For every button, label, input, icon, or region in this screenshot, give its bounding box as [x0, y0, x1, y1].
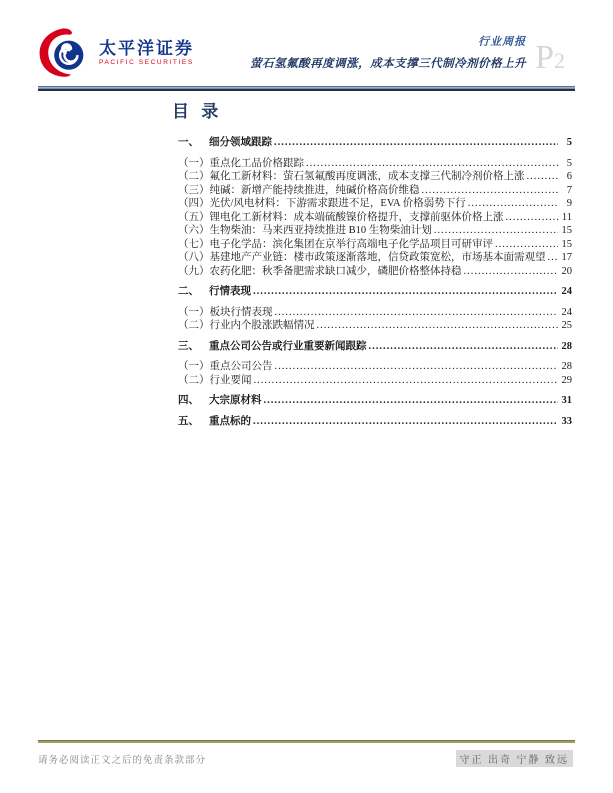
footer-disclaimer: 请务必阅读正文之后的免责条款部分	[38, 755, 207, 766]
toc-dot-leader	[495, 238, 558, 252]
toc-entry-page: 33	[561, 415, 572, 427]
toc-entry-title: 细分领域跟踪	[209, 137, 272, 148]
report-type-label: 行业周报	[478, 36, 527, 48]
toc-entry-page: 7	[566, 184, 572, 196]
toc-entry-label: （二）	[178, 320, 210, 331]
toc-entry[interactable]	[178, 285, 572, 299]
toc-dot-leader	[317, 319, 559, 333]
toc-dot-leader	[274, 136, 558, 150]
toc-entry[interactable]	[178, 415, 572, 429]
toc-dot-leader	[306, 157, 558, 171]
toc-entry-title: 基建地产产业链：楼市政策逐渐落地，信贷政策宽松，市场基本面需观望	[209, 252, 546, 263]
toc-entry-page: 24	[561, 306, 572, 318]
toc-dot-leader	[275, 306, 559, 320]
toc-entry-page: 20	[561, 265, 572, 277]
toc-entry-title: 农药化肥：秋季备肥需求缺口减少，磷肥价格整体持稳	[209, 265, 462, 277]
toc-entry-title: 纯碱：新增产能持续推进，纯碱价格高价维稳	[209, 184, 420, 196]
toc-entry-title: 行情表现	[209, 286, 251, 297]
toc-entry-page: 31	[561, 395, 572, 406]
toc-entry-label: （九）	[178, 265, 210, 277]
toc-entry[interactable]	[178, 251, 572, 265]
toc-entry-title: 大宗原材料	[209, 395, 262, 406]
toc-dot-leader	[253, 285, 558, 299]
toc-entry-label: 五、	[178, 415, 199, 427]
toc-entry-label: （五）	[178, 211, 210, 223]
toc-entry-label: （一）	[178, 306, 210, 318]
pacific-securities-logo-icon	[38, 28, 92, 78]
toc-entry-title: 氟化工新材料：萤石氢氟酸再度调涨，成本支撑三代制冷剂价格上涨	[209, 171, 525, 182]
toc-entry[interactable]	[178, 157, 572, 171]
toc-entry-page: 5	[566, 157, 572, 169]
toc-entry[interactable]	[178, 306, 572, 320]
toc-dot-leader	[468, 197, 558, 211]
toc-entry[interactable]	[178, 340, 572, 354]
toc-entry-title: 电子化学品：滨化集团在京举行高端电子化学品项目可研审评	[209, 238, 493, 250]
toc-entry-label: 二、	[178, 286, 199, 297]
toc-entry-label: （六）	[178, 225, 210, 236]
toc-entry-title: 重点公司公告或行业重要新闻跟踪	[209, 340, 367, 352]
toc-entry-page: 9	[566, 198, 572, 209]
toc-entry-page: 29	[561, 374, 572, 386]
footer-motto: 守正 出奇 宁静 致远	[456, 750, 574, 767]
toc-entry-label: （一）	[178, 157, 210, 169]
table-of-contents	[178, 129, 572, 435]
toc-entry-page: 25	[561, 320, 572, 331]
toc-entry-label: （二）	[178, 171, 210, 182]
toc-entry[interactable]	[178, 374, 572, 388]
toc-dot-leader	[369, 340, 559, 354]
toc-entry-title: 行业要闻	[209, 374, 252, 386]
toc-entry-title: 光伏/风电材料：下游需求跟进不足，EVA 价格弱势下行	[209, 198, 466, 209]
toc-entry-label: 一、	[178, 137, 199, 148]
toc-dot-leader	[253, 415, 558, 429]
toc-entry-page: 5	[566, 137, 572, 148]
toc-entry-label: （四）	[178, 198, 210, 209]
toc-entry[interactable]	[178, 211, 572, 225]
toc-dot-leader	[422, 184, 559, 198]
brand	[38, 28, 194, 78]
toc-entry-page: 28	[561, 361, 572, 372]
brand-text	[99, 40, 194, 67]
toc-dot-leader	[464, 265, 559, 279]
page-badge-number: 2	[554, 47, 565, 73]
toc-dot-leader	[254, 374, 559, 388]
toc-entry-label: 四、	[178, 395, 199, 406]
brand-name-cn: 太平洋证券	[99, 38, 194, 58]
toc-entry-title: 重点标的	[209, 415, 251, 427]
toc-entry[interactable]	[178, 238, 572, 252]
toc-entry[interactable]	[178, 197, 572, 211]
toc-entry-page: 6	[566, 171, 572, 182]
header-divider	[38, 86, 575, 91]
toc-entry-label: （七）	[178, 238, 210, 250]
toc-entry-title: 板块行情表现	[209, 306, 273, 318]
toc-entry[interactable]	[178, 265, 572, 279]
page-number-badge	[535, 38, 565, 76]
toc-entry[interactable]	[178, 184, 572, 198]
footer-divider	[38, 740, 575, 743]
toc-entry[interactable]	[178, 360, 572, 374]
toc-entry[interactable]	[178, 136, 572, 150]
toc-entry-label: （二）	[178, 374, 210, 386]
toc-entry[interactable]	[178, 224, 572, 238]
toc-dot-leader	[275, 360, 559, 374]
toc-entry-page: 17	[561, 252, 572, 263]
toc-entry-title: 锂电化工新材料：成本端硫酸镍价格提升，支撑前驱体价格上涨	[209, 211, 504, 223]
toc-dot-leader	[506, 211, 559, 225]
footer	[38, 750, 573, 767]
toc-entry-page: 15	[561, 238, 572, 250]
brand-name-en: PACIFIC SECURITIES	[99, 58, 194, 66]
toc-dot-leader	[434, 224, 558, 238]
toc-entry-page: 28	[561, 340, 572, 352]
toc-entry-page: 15	[561, 225, 572, 236]
toc-entry-label: （三）	[178, 184, 210, 196]
toc-entry[interactable]	[178, 394, 572, 408]
toc-dot-leader	[527, 170, 559, 184]
toc-entry[interactable]	[178, 170, 572, 184]
report-title: 萤石氢氟酸再度调涨，成本支撑三代制冷剂价格上升	[250, 58, 527, 70]
toc-entry-title: 生物柴油：马来西亚持续推进 B10 生物柴油计划	[209, 225, 432, 236]
toc-dot-leader	[548, 251, 559, 265]
toc-title: 目 录	[172, 102, 223, 121]
toc-entry-page: 11	[561, 211, 572, 223]
header-right	[250, 33, 565, 76]
toc-entry-label: 三、	[178, 340, 199, 352]
header-titles	[250, 33, 526, 71]
toc-entry-label: （一）	[178, 361, 210, 372]
toc-entry-title: 行业内个股涨跌幅情况	[209, 320, 315, 331]
toc-dot-leader	[264, 394, 559, 408]
page-badge-letter: P	[535, 38, 554, 76]
toc-entry-title: 重点公司公告	[209, 361, 273, 372]
toc-entry-page: 24	[561, 286, 572, 297]
toc-entry[interactable]	[178, 319, 572, 333]
toc-entry-title: 重点化工品价格跟踪	[209, 157, 304, 169]
toc-entry-label: （八）	[178, 252, 210, 263]
